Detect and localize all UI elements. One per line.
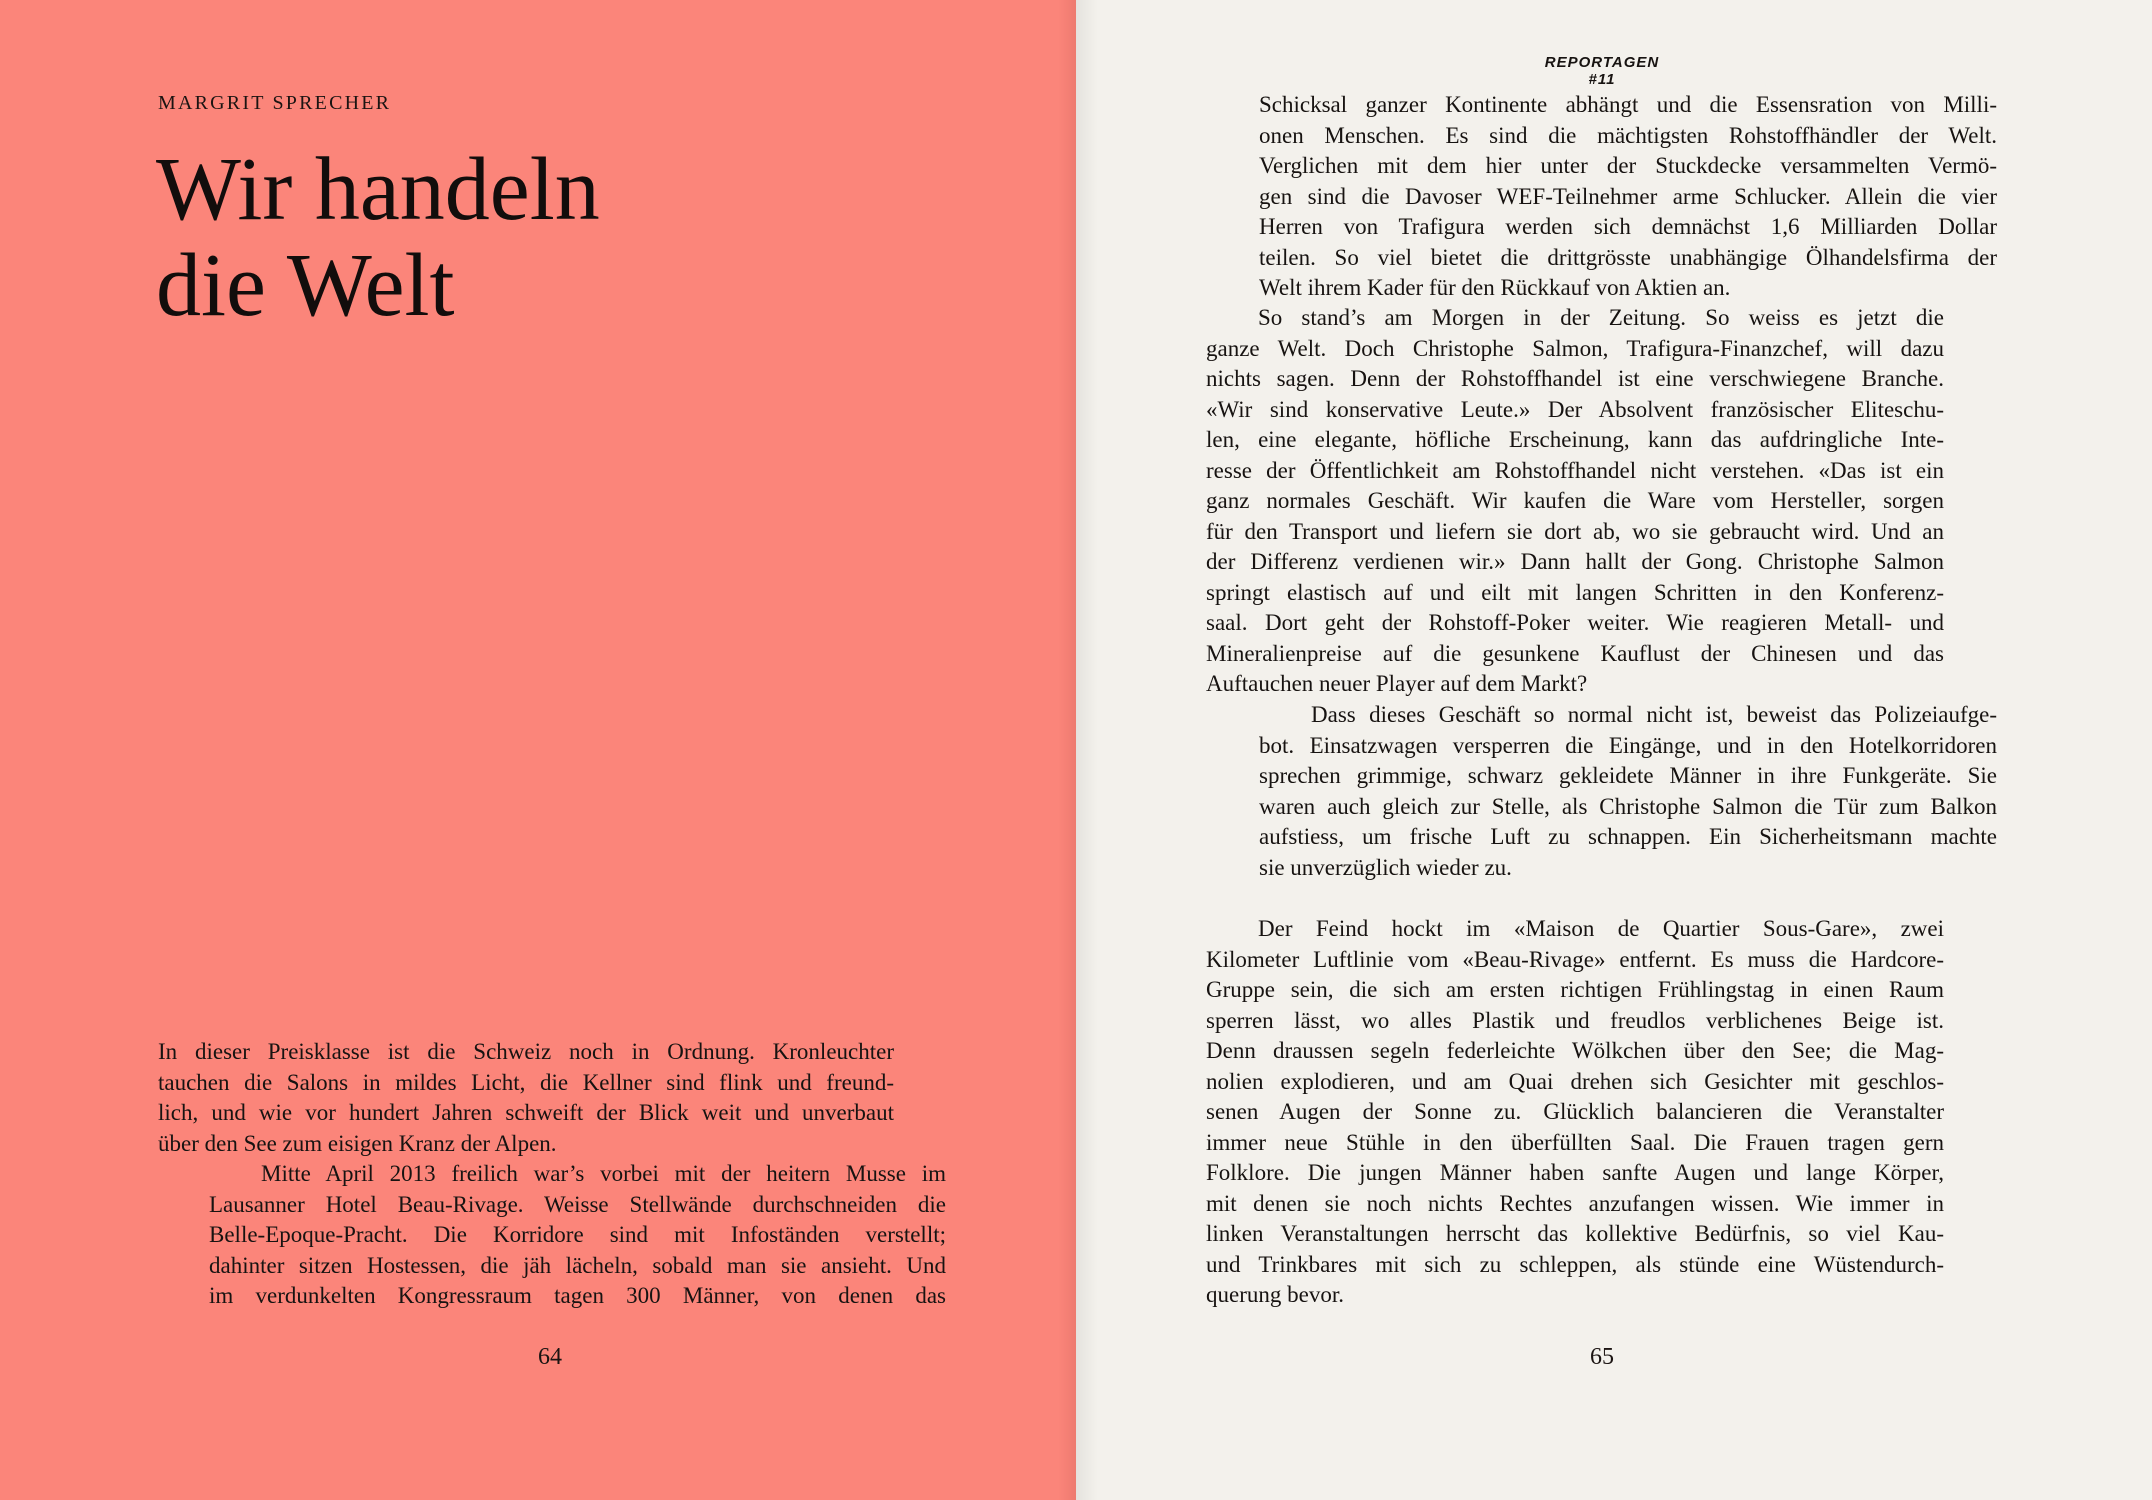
article-title — [156, 142, 600, 334]
body-paragraph — [1259, 90, 1997, 304]
text-line: Dass dieses Geschäft so normal nicht ist, beweist das Polizeiaufge- — [1311, 702, 1997, 727]
title-line: die Welt — [156, 236, 455, 335]
text-line: resse der Öffentlichkeit am Rohstoffhandel nicht verstehen. «Das ist ein — [1206, 457, 1944, 483]
text-line: Mitte April 2013 freilich war’s vorbei mit der heitern Musse im — [261, 1161, 946, 1186]
text-line: Lausanner Hotel Beau-Rivage. Weisse Stellwände durchschneiden die — [209, 1191, 946, 1217]
text-line: Verglichen mit dem hier unter der Stuckdecke versammelten Vermö- — [1259, 153, 1997, 178]
text-line: saal. Dort geht der Rohstoff-Poker weiter. Wie reagieren Metall- und — [1206, 610, 1944, 635]
text-line: sperren lässt, wo alles Plastik und freudlos verblichenes Beige ist. — [1206, 1007, 1944, 1033]
body-paragraph — [209, 1159, 946, 1312]
text-line: über den See zum eisigen Kranz der Alpen. — [158, 1130, 557, 1156]
body-paragraph — [1259, 700, 1997, 883]
text-line: Belle-Epoque-Pracht. Die Korridore sind mit Infoständen verstellt; — [209, 1222, 946, 1247]
running-head: REPORTAGEN #11 — [1544, 54, 1660, 88]
text-line: bot. Einsatzwagen versperren die Eingänge, und in den Hotelkorridoren — [1259, 732, 1997, 758]
text-line: Auftauchen neuer Player auf dem Markt? — [1206, 671, 1588, 696]
text-line: der Differenz verdienen wir.» Dann hallt der Gong. Christophe Salmon — [1206, 549, 1944, 574]
text-line: für den Transport und liefern sie dort ab, wo sie gebraucht wird. Und an — [1206, 518, 1944, 544]
text-line: Welt ihrem Kader für den Rückkauf von Aktien an. — [1259, 275, 1731, 300]
text-line: Herren von Trafigura werden sich demnächst 1,6 Milliarden Dollar — [1259, 214, 1997, 239]
text-line: nichts sagen. Denn der Rohstoffhandel ist eine verschwiegene Branche. — [1206, 366, 1944, 391]
text-line: So stand’s am Morgen in der Zeitung. So weiss es jetzt die — [1258, 305, 1944, 330]
text-line: len, eine elegante, höfliche Erscheinung, kann das aufdringliche Inte- — [1206, 427, 1944, 452]
body-paragraph — [1206, 303, 1944, 700]
text-line: und Trinkbares mit sich zu schleppen, als stünde eine Wüstendurch- — [1206, 1251, 1944, 1277]
text-line: ganze Welt. Doch Christophe Salmon, Trafigura-Finanzchef, will dazu — [1206, 335, 1944, 361]
text-line: lich, und wie vor hundert Jahren schweift der Blick weit und unverbaut — [158, 1100, 894, 1125]
text-line: im verdunkelten Kongressraum tagen 300 Männer, von denen das — [209, 1283, 946, 1308]
text-line: aufstiess, um frische Luft zu schnappen. Ein Sicherheitsmann machte — [1259, 824, 1997, 849]
text-line: nolien explodieren, und am Quai drehen sich Gesichter mit geschlos- — [1206, 1068, 1944, 1094]
text-line: Kilometer Luftlinie vom «Beau-Rivage» entfernt. Es muss die Hardcore- — [1206, 946, 1944, 972]
text-line: senen Augen der Sonne zu. Glücklich balancieren die Veranstalter — [1206, 1099, 1944, 1124]
text-line: «Wir sind konservative Leute.» Der Absolvent französischer Eliteschu- — [1206, 396, 1944, 422]
author-name: MARGRIT SPRECHER — [158, 92, 392, 114]
text-line: Schicksal ganzer Kontinente abhängt und die Essensration von Milli- — [1259, 92, 1997, 117]
text-line: sie unverzüglich wieder zu. — [1259, 854, 1512, 880]
text-line: teilen. So viel bietet die drittgrösste unabhängige Ölhandelsfirma der — [1259, 244, 1997, 270]
text-line: springt elastisch auf und eilt mit langen Schritten in den Konferenz- — [1206, 579, 1944, 605]
title-line: Wir handeln — [156, 140, 600, 239]
text-line: onen Menschen. Es sind die mächtigsten Rohstoffhändler der Welt. — [1259, 122, 1997, 148]
text-line: sprechen grimmige, schwarz gekleidete Männer in ihre Funkgeräte. Sie — [1259, 763, 1997, 788]
page-number: 65 — [1590, 1344, 1614, 1370]
text-line: gen sind die Davoser WEF-Teilnehmer arme Schlucker. Allein die vier — [1259, 183, 1997, 209]
text-line: querung bevor. — [1206, 1282, 1344, 1307]
page-number: 64 — [538, 1344, 562, 1370]
text-line: In dieser Preisklasse ist die Schweiz noch in Ordnung. Kronleuchter — [158, 1039, 894, 1064]
text-line: mit denen sie noch nichts Rechtes anzufangen wissen. Wie immer in — [1206, 1190, 1944, 1216]
text-line: Folklore. Die jungen Männer haben sanfte Augen und lange Körper, — [1206, 1160, 1944, 1185]
intro-paragraph — [158, 1037, 894, 1159]
text-line: linken Veranstaltungen herrscht das kollektive Bedürfnis, so viel Kau- — [1206, 1221, 1944, 1246]
body-paragraph — [1206, 914, 1944, 1311]
text-line: Gruppe sein, die sich am ersten richtigen Frühlingstag in einen Raum — [1206, 977, 1944, 1002]
text-line: tauchen die Salons in mildes Licht, die Kellner sind flink und freund- — [158, 1069, 894, 1095]
text-line: immer neue Stühle in den überfüllten Saal. Die Frauen tragen gern — [1206, 1129, 1944, 1155]
text-line: Mineralienpreise auf die gesunkene Kauflust der Chinesen und das — [1206, 640, 1944, 666]
text-line: Denn draussen segeln federleichte Wölkchen über den See; die Mag- — [1206, 1038, 1944, 1063]
text-line: Der Feind hockt im «Maison de Quartier Sous-Gare», zwei — [1258, 916, 1944, 941]
text-line: ganz normales Geschäft. Wir kaufen die Ware vom Hersteller, sorgen — [1206, 488, 1944, 513]
text-line: dahinter sitzen Hostessen, die jäh lächeln, sobald man sie ansieht. Und — [209, 1252, 946, 1278]
text-line: waren auch gleich zur Stelle, als Christophe Salmon die Tür zum Balkon — [1259, 793, 1997, 819]
